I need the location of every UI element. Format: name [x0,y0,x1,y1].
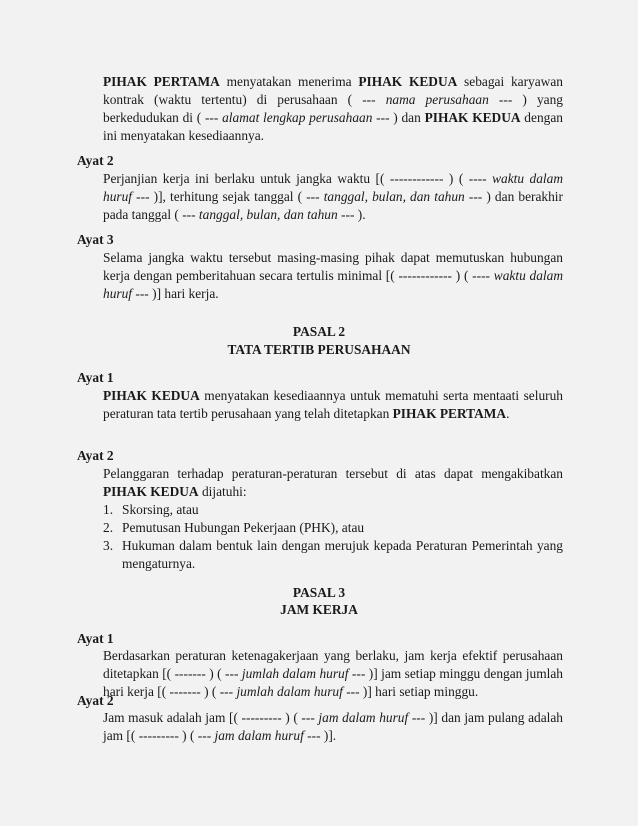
text-run: Perjanjian kerja ini berlaku untuk jangka waktu [( ------------ ) ( ---- [103,171,493,186]
party-name: PIHAK KEDUA [103,484,199,499]
text-run: dijatuhi: [198,484,247,499]
list-item [103,537,563,573]
text-run: --- )] jam setiap minggu dengan jumlah hari kerja [( ------- ) ( --- [103,666,563,699]
sanction-list [103,501,563,573]
pasal3-title: PASAL 3 [292,585,346,600]
list-item-text: Hukuman dalam bentuk lain dengan merujuk kepada Peraturan Pemerintah yang mengaturnya. [122,538,563,571]
list-number: 2. [103,520,114,535]
placeholder-text: jumlah dalam huruf [241,666,349,681]
text-run: . [506,406,510,421]
pasal2-ayat1-text [103,387,563,423]
text-run: --- ) dan [372,110,425,125]
text-run: menyatakan kesediaannya untuk mematuhi serta mentaati seluruh peraturan tata tertib perusahaan yang telah ditetapkan [103,388,563,421]
pasal3-ayat1-label: Ayat 1 [77,631,114,646]
placeholder-text: jumlah dalam huruf [236,684,343,699]
placeholder-text: tanggal, bulan, dan tahun [198,207,338,222]
text-run: Berdasarkan peraturan ketenagakerjaan yang berlaku, jam kerja efektif perusahaan ditetapkan [( ------- ) ( --- [103,648,563,681]
pasal1-ayat2-text [103,170,563,224]
pasal3-ayat2-text [103,709,563,745]
text-run: --- ) yang berkedudukan di ( --- [103,92,563,125]
text-run: --- )], terhitung sejak tanggal ( --- [132,189,324,204]
party-name: PIHAK PERTAMA [392,406,507,421]
text-run: --- )] hari kerja. [132,286,219,301]
pasal2-title: PASAL 2 [292,324,346,339]
pasal2-ayat1-label: Ayat 1 [77,370,114,385]
placeholder-text: jam dalam huruf [318,710,409,725]
pasal3-ayat1-text [103,647,563,701]
text-run: --- )] hari setiap minggu. [342,684,479,699]
placeholder-text: nama perusahaan [385,92,489,107]
text-run: --- ). [337,207,366,222]
pasal1-ayat2-label: Ayat 2 [77,153,114,168]
list-item-text: Pemutusan Hubungan Pekerjaan (PHK), atau [122,520,365,535]
party-name: PIHAK KEDUA [358,74,458,89]
list-item [103,501,563,519]
text-run: --- ) dan berakhir pada tanggal ( --- [103,189,563,222]
list-item [103,519,563,537]
text-run: sebagai karyawan kontrak (waktu tertentu) di perusahaan ( --- [103,74,563,107]
party-name: PIHAK PERTAMA [103,74,220,89]
pasal2-subtitle: TATA TERTIB PERUSAHAAN [227,342,411,357]
placeholder-text: alamat lengkap perusahaan [222,110,373,125]
placeholder-text: jam dalam huruf [214,728,304,743]
text-run: Selama jangka waktu tersebut masing-masing pihak dapat memutuskan hubungan kerja dengan pemberitahuan secara tertulis minimal [( ------------ ) ( ---- [103,250,563,283]
text-run: dengan ini menyatakan kesediaannya. [103,110,563,143]
party-name: PIHAK KEDUA [424,110,521,125]
text-run: --- )] dan jam pulang adalah jam [( --------- ) ( --- [103,710,564,743]
pasal1-ayat3-text [103,249,563,303]
pasal3-ayat2-label: Ayat 2 [77,693,114,708]
text-run: --- )]. [303,728,337,743]
pasal1-ayat3-label: Ayat 3 [77,232,114,247]
party-name: PIHAK KEDUA [103,388,200,403]
text-run: Jam masuk adalah jam [( --------- ) ( --- [103,710,319,725]
pasal2-ayat2-text [103,465,563,501]
pasal1-ayat1-text [103,73,563,145]
placeholder-text: waktu dalam huruf [103,268,564,301]
placeholder-text: waktu dalam huruf [103,171,563,204]
pasal2-ayat2-label: Ayat 2 [77,448,114,463]
placeholder-text: tanggal, bulan, dan tahun [323,189,465,204]
list-item-text: Skorsing, atau [122,502,199,517]
list-number: 1. [103,502,114,517]
text-run: Pelanggaran terhadap peraturan-peraturan tersebut di atas dapat mengakibatkan [103,466,563,481]
list-number: 3. [103,538,114,553]
text-run: menyatakan menerima [219,74,359,89]
pasal3-subtitle: JAM KERJA [280,602,358,617]
